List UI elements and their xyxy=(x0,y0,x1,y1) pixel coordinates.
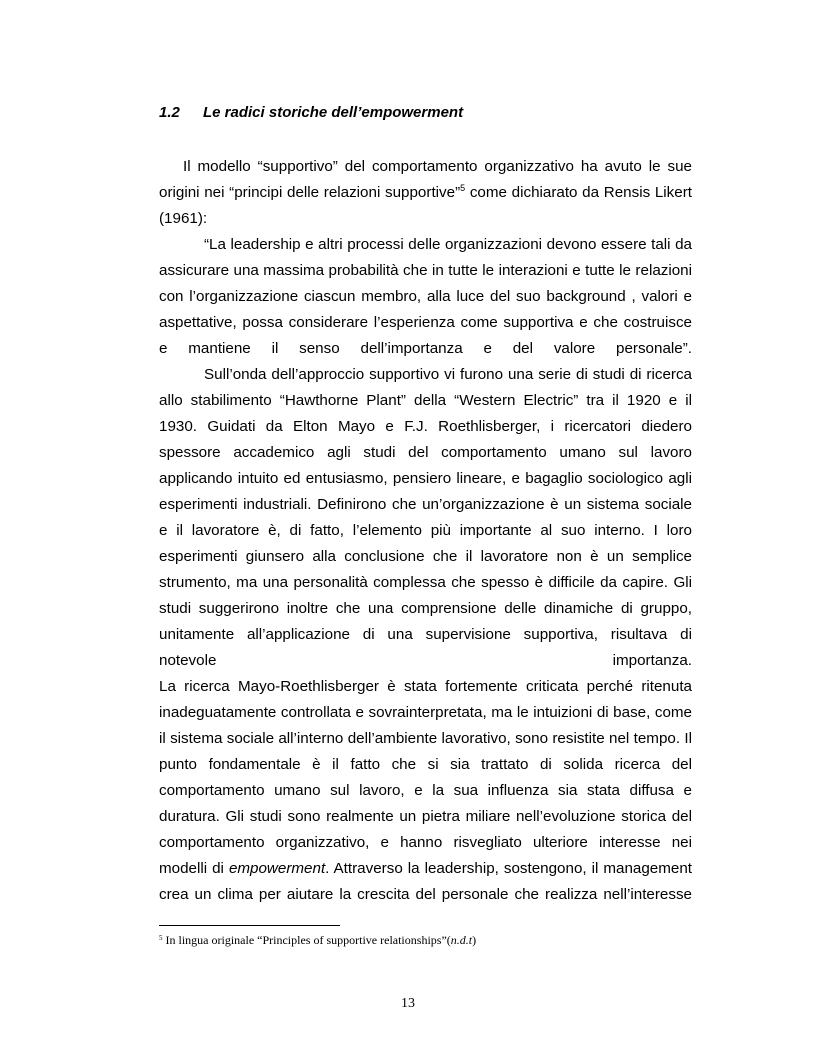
footnote-close: ) xyxy=(472,933,477,947)
section-title: Le radici storiche dell’empowerment xyxy=(203,104,464,121)
footnote-divider xyxy=(159,925,340,926)
footnote xyxy=(159,933,476,948)
body-text xyxy=(159,154,692,908)
section-number: 1.2 xyxy=(159,104,180,121)
page-number: 13 xyxy=(401,996,415,1011)
footnote-marker: 5 xyxy=(159,934,163,942)
footnote-abbrev: n.d.t xyxy=(450,933,473,947)
paragraph-text: . Attraverso la leadership, sostengono, il management crea un clima per aiutare la crescita del personale che realizza nell’interesse xyxy=(159,860,693,903)
footnote-ref: 5 xyxy=(460,183,466,193)
paragraph xyxy=(159,154,692,232)
quote-paragraph: “La leadership e altri processi delle organizzazioni devono essere tali da assicurare una massima probabilità che in tutte le interazioni e tutte le relazioni con l’organizzazione ciascun membro, alla luce del suo background , valori e aspettative, possa considerare l’esperienza come supportiva e che costruisce e mantiene il senso dell’importanza e del valore personale”. xyxy=(159,236,692,357)
footnote-text: In lingua originale “Principles of supportive relationships”( xyxy=(162,933,451,947)
emphasis: empowerment xyxy=(228,860,326,877)
paragraph-text: Il modello “supportivo” del comportamento organizzativo ha avuto le sue origini nei “principi delle relazioni supportive” xyxy=(159,158,692,201)
section-heading xyxy=(159,104,463,121)
paragraph: Sull’onda dell’approccio supportivo vi furono una serie di studi di ricerca allo stabilimento “Hawthorne Plant” della “Western Electric” tra il 1920 e il 1930. Guidati da Elton Mayo e F.J. Roethlisberger, i ricercatori diedero spessore accademico agli studi del comportamento umano sul lavoro applicando intuito ed entusiasmo, pensiero lineare, e bagaglio sociologico agli esperimenti industriali. Definirono che un’organizzazione è un sistema sociale e il lavoratore è, di fatto, l’elemento più importante al suo interno. I loro esperimenti giunsero alla conclusione che il lavoratore non è un semplice strumento, ma una personalità complessa che spesso è difficile da capire. Gli studi suggerirono inoltre che una comprensione delle dinamiche di gruppo, unitamente all’applicazione di una supervisione supportiva, risultava di notevole importanza. xyxy=(159,366,692,669)
paragraph-text: come dichiarato da Rensis Likert (1961): xyxy=(159,184,692,227)
paragraph-text: La ricerca Mayo-Roethlisberger è stata fortemente criticata perché ritenuta inadeguatamente controllata e sovrainterpretata, ma le intuizioni di base, come il sistema sociale all’interno dell’ambiente lavorativo, sono resistite nel tempo. Il punto fondamentale è il fatto che si sia trattato di solida ricerca del comportamento umano sul lavoro, e la sua influenza sia stata diffusa e duratura. Gli studi sono realmente un pietra miliare nell’evoluzione storica del comportamento organizzativo, e hanno risvegliato ulteriore interesse nei modelli di xyxy=(159,678,692,877)
paragraph xyxy=(159,674,692,908)
